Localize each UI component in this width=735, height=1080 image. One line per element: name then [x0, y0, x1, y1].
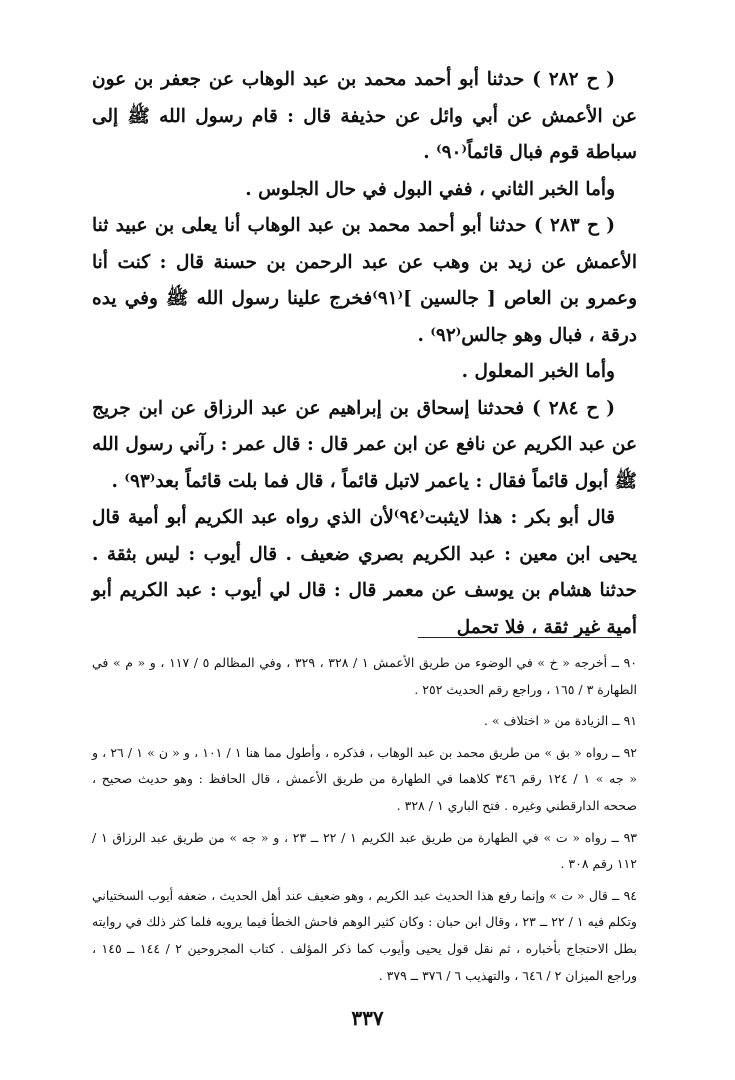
main-text [92, 62, 637, 646]
footnote-94: ٩٤ ــ قال « ت » وإنما رفع هذا الحديث عبد الكريم ، وهو ضعيف عند أهل الحديث ، ضعفه أيوب السختياني وتكلم فيه ١ / ٢٢ ــ ٢٣ ، وقال ابن حبان : وكان كثير الوهم فاحش الخطأ فيما يرويه فلما كثر ذلك في روايته بطل الاحتجاج بأخباره ، ثم نقل قول يحيى وأيوب كما ذكر المؤلف . كتاب المجروحين ٢ / ١٤٤ ــ ١٤٥ ، وراجع الميزان ٢ / ٦٤٦ ، والتهذيب ٦ / ٣٧٦ ــ ٣٧٩ . [92, 887, 637, 983]
hadith-284: ( ح ٢٨٤ ) فحدثنا إسحاق بن إبراهيم عن عبد الرزاق عن ابن جريج عن عبد الكريم عن نافع عن ابن عمر قال : قال عمر : رآني رسول الله ﷺ أبول قائماً فقال : ياعمر لاتبل قائماً ، قال فما بلت قائماً بعد⁽٩٣⁾ . [92, 397, 637, 492]
footnote-91: ٩١ ــ الزيادة من « اختلاف » . [483, 713, 637, 729]
section-heading-defective-report: وأما الخبر المعلول . [461, 361, 615, 382]
footnote-92: ٩٢ ــ رواه « بق » من طريق محمد بن عبد الوهاب ، فذكره ، وأطول مما هنا ١ / ١٠١ ، و « ن » ١ / ٢٦ ، و « جه » ١ / ١٢٤ رقم ٣٤٦ كلاهما في الطهارة من طريق الأعمش ، قال الحافظ : وهو حديث صحيح ، صححه الدارقطني وغيره . فتح الباري ١ / ٣٢٨ . [92, 744, 637, 813]
footnote-93: ٩٣ ــ رواه « ت » في الطهارة من طريق عبد الكريم ١ / ٢٢ ــ ٢٣ ، و « جه » من طريق عبد الرزاق ١ / ١١٢ رقم ٣٠٨ . [92, 829, 637, 872]
section-heading-second-report: وأما الخبر الثاني ، ففي البول في حال الجلوس . [245, 178, 615, 200]
hadith-282: ( ح ٢٨٢ ) حدثنا أبو أحمد محمد بن عبد الوهاب عن جعفر بن عون عن الأعمش عن أبي وائل عن حذيفة قال : قام رسول الله ﷺ إلى سباطة قوم فبال قائماً⁽٩٠⁾ . [92, 69, 637, 163]
footnote-divider [418, 637, 622, 638]
footnotes [92, 650, 637, 989]
hadith-283: ( ح ٢٨٣ ) حدثنا أبو أحمد محمد بن عبد الوهاب أنا يعلى بن عبيد ثنا الأعمش عن زيد بن وهب عن عبد الرحمن بن حسنة قال : كنت أنا وعمرو بن العاص [ جالسين ]⁽٩١⁾فخرج علينا رسول الله ﷺ وفي يده درقة ، فبال وهو جالس⁽٩٢⁾ . [92, 215, 638, 346]
footnote-90: ٩٠ ــ أخرجه « خ » في الوضوء من طريق الأعمش ١ / ٣٢٨ ، ٣٢٩ ، وفي المظالم ٥ / ١١٧ ، و « م » في الطهارة ٣ / ١٦٥ ، وراجع رقم الحديث ٢٥٢ . [92, 655, 638, 697]
page-number: ٣٣٧ [351, 1006, 384, 1030]
author-commentary: قال أبو بكر : هذا لايثبت⁽٩٤⁾لأن الذي رواه عبد الكريم أبو أمية قال يحيى ابن معين : عبد الكريم بصري ضعيف . قال أيوب : ليس بثقة . حدثنا هشام بن يوسف عن معمر قال : قال لي أيوب : عبد الكريم أبو أمية غير ثقة ، فلا تحمل [92, 507, 637, 638]
